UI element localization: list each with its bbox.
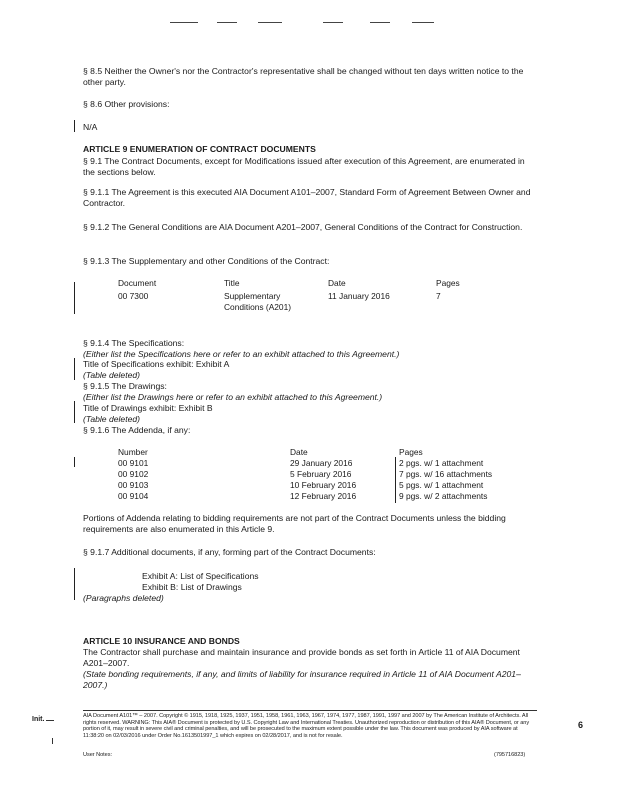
section-9-1-5-note: (Either list the Drawings here or refer to an exhibit attached to this Agreement.) — [83, 392, 383, 402]
addenda-cell: 00 9102 — [118, 469, 149, 479]
section-10-text: The Contractor shall purchase and maintain insurance and provide bonds as set forth in Article 11 of AIA Document A201–2007. — [83, 647, 520, 668]
change-bar — [74, 568, 75, 600]
conditions-header-date: Date — [328, 278, 346, 288]
addenda-cell: 00 9103 — [118, 480, 149, 490]
change-bar — [74, 401, 75, 423]
change-bar — [74, 120, 75, 132]
section-9-1-6: § 9.1.6 The Addenda, if any: — [83, 425, 191, 435]
addenda-header-number: Number — [118, 447, 148, 457]
section-9-1-4-note: (Either list the Specifications here or refer to an exhibit attached to this Agreement.) — [83, 349, 400, 359]
table-deleted-note: (Table deleted) — [83, 370, 141, 380]
footer-rule — [83, 710, 537, 711]
conditions-header-title: Title — [224, 278, 240, 288]
addenda-cell: 10 February 2016 — [290, 480, 357, 490]
init-label: Init. — [32, 716, 45, 723]
addenda-cell: 7 pgs. w/ 16 attachments — [399, 469, 493, 479]
change-bar — [395, 457, 396, 503]
section-9-1-4: § 9.1.4 The Specifications: — [83, 338, 185, 348]
section-8-5: § 8.5 Neither the Owner's nor the Contractor's representative shall be changed without ten days written notice to the other party. — [83, 66, 524, 87]
header-mark — [217, 22, 237, 23]
section-10-note: (State bonding requirements, if any, and limits of liability for insurance required in Article 11 of AIA Document A201–2007.) — [83, 669, 521, 690]
addenda-table — [118, 447, 518, 507]
conditions-table — [118, 278, 468, 318]
conditions-cell: 00 7300 — [118, 291, 149, 301]
addenda-header-date: Date — [290, 447, 308, 457]
section-8-6: § 8.6 Other provisions: — [83, 99, 170, 109]
header-mark — [370, 22, 390, 23]
section-9-1-2: § 9.1.2 The General Conditions are AIA Document A201–2007, General Conditions of the Contract for Construction. — [83, 222, 523, 232]
init-mark — [52, 738, 53, 744]
conditions-header-document: Document — [118, 278, 157, 288]
init-line — [46, 720, 54, 721]
addenda-cell: 29 January 2016 — [290, 458, 353, 468]
copyright-notice: AIA Document A101™ – 2007. Copyright © 1915, 1918, 1925, 1937, 1951, 1958, 1961, 1963, 1967, 1974, 1977, 1987, 1991, 1997 and 2007 by The American Institute of Architects. All rights reserved. WARNING: This AIA® Document is protected by U.S. Copyright Law and International Treaties. Unauthorized reproduction or distribution of this AIA® Document, or any portion of it, may result in severe civil and criminal penalties, and will be prosecuted to the maximum extent possible under the law. This document was produced by AIA software at 11:38:20 on 02/03/2016 under Order No.1613501997_1 which expires on 02/28/2017, and is not for resale. — [83, 713, 530, 740]
article-9-heading: ARTICLE 9 ENUMERATION OF CONTRACT DOCUMENTS — [83, 144, 316, 154]
exhibit-a-item: Exhibit A: List of Specifications — [142, 571, 259, 581]
change-bar — [74, 358, 75, 380]
conditions-header-pages: Pages — [436, 278, 460, 288]
user-notes-label: User Notes: — [83, 752, 112, 758]
section-9-1-3: § 9.1.3 The Supplementary and other Conditions of the Contract: — [83, 256, 330, 266]
change-bar — [74, 457, 75, 467]
addenda-cell: 00 9104 — [118, 491, 149, 501]
conditions-cell: 11 January 2016 — [328, 291, 390, 301]
header-mark — [258, 22, 282, 23]
addenda-header-pages: Pages — [399, 447, 423, 457]
page-number: 6 — [578, 720, 584, 730]
section-9-1: § 9.1 The Contract Documents, except for Modifications issued after execution of this Agreement, are enumerated in the sections below. — [83, 156, 525, 177]
article-10-heading: ARTICLE 10 INSURANCE AND BONDS — [83, 636, 240, 646]
addenda-cell: 00 9101 — [118, 458, 149, 468]
paragraphs-deleted-note: (Paragraphs deleted) — [83, 593, 164, 603]
addenda-cell: 2 pgs. w/ 1 attachment — [399, 458, 484, 468]
section-9-1-5: § 9.1.5 The Drawings: — [83, 381, 167, 391]
header-mark — [170, 22, 198, 23]
drawings-exhibit-title: Title of Drawings exhibit: Exhibit B — [83, 403, 213, 413]
change-bar — [74, 282, 75, 314]
section-9-1-1: § 9.1.1 The Agreement is this executed AIA Document A101–2007, Standard Form of Agreement Between Owner and Contractor. — [83, 187, 531, 208]
na-text: N/A — [83, 122, 98, 132]
addenda-cell: 5 pgs. w/ 1 attachment — [399, 480, 484, 490]
addenda-note: Portions of Addenda relating to bidding requirements are not part of the Contract Documents unless the bidding requirements are also enumerated in this Article 9. — [83, 513, 506, 534]
conditions-cell: Supplementary Conditions (A201) — [224, 291, 292, 312]
document-id: (795716823) — [494, 752, 526, 758]
addenda-cell: 9 pgs. w/ 2 attachments — [399, 491, 488, 501]
table-deleted-note: (Table deleted) — [83, 414, 141, 424]
conditions-cell: 7 — [436, 291, 441, 301]
addenda-cell: 12 February 2016 — [290, 491, 357, 501]
specifications-exhibit-title: Title of Specifications exhibit: Exhibit A — [83, 359, 230, 369]
exhibit-b-item: Exhibit B: List of Drawings — [142, 582, 242, 592]
header-mark — [412, 22, 434, 23]
section-9-1-7: § 9.1.7 Additional documents, if any, forming part of the Contract Documents: — [83, 547, 376, 557]
header-mark — [323, 22, 343, 23]
addenda-cell: 5 February 2016 — [290, 469, 352, 479]
